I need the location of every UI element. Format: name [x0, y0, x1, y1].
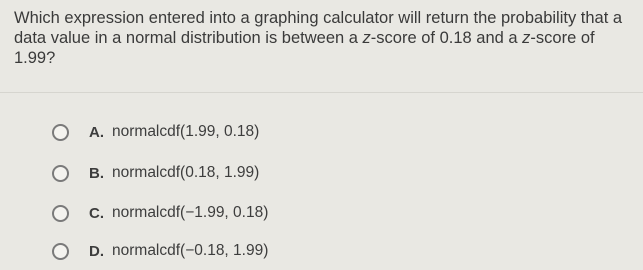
choice-b[interactable]	[52, 161, 259, 185]
choice-d-radio[interactable]	[52, 243, 69, 260]
question-part-2: -score of 0.18 and a	[370, 29, 523, 47]
choice-a-radio[interactable]	[52, 124, 69, 141]
choice-d-expression: normalcdf(−0.18, 1.99)	[112, 242, 269, 259]
choice-a-letter: A.	[89, 123, 104, 141]
choice-c-letter: C.	[89, 204, 104, 222]
question-part-1: Which expression entered into a graphing calculator will return the probability that a data value in a normal distribution is between a	[14, 9, 623, 47]
choice-b-letter: B.	[89, 164, 104, 182]
z-variable-1: z	[362, 29, 371, 47]
choice-b-radio[interactable]	[52, 165, 69, 182]
choice-b-expression: normalcdf(0.18, 1.99)	[112, 164, 260, 181]
z-variable-2: z	[522, 29, 531, 47]
question-part-3: -score of 1.99?	[14, 29, 595, 67]
choice-d-letter: D.	[89, 242, 104, 260]
question-divider	[0, 92, 643, 93]
choice-a-expression: normalcdf(1.99, 0.18)	[112, 123, 260, 140]
choice-a[interactable]	[52, 120, 259, 144]
choice-c-radio[interactable]	[52, 205, 69, 222]
choice-c[interactable]	[52, 201, 268, 225]
question-text	[14, 8, 634, 68]
choice-c-expression: normalcdf(−1.99, 0.18)	[112, 204, 269, 221]
choice-d[interactable]	[52, 239, 268, 263]
